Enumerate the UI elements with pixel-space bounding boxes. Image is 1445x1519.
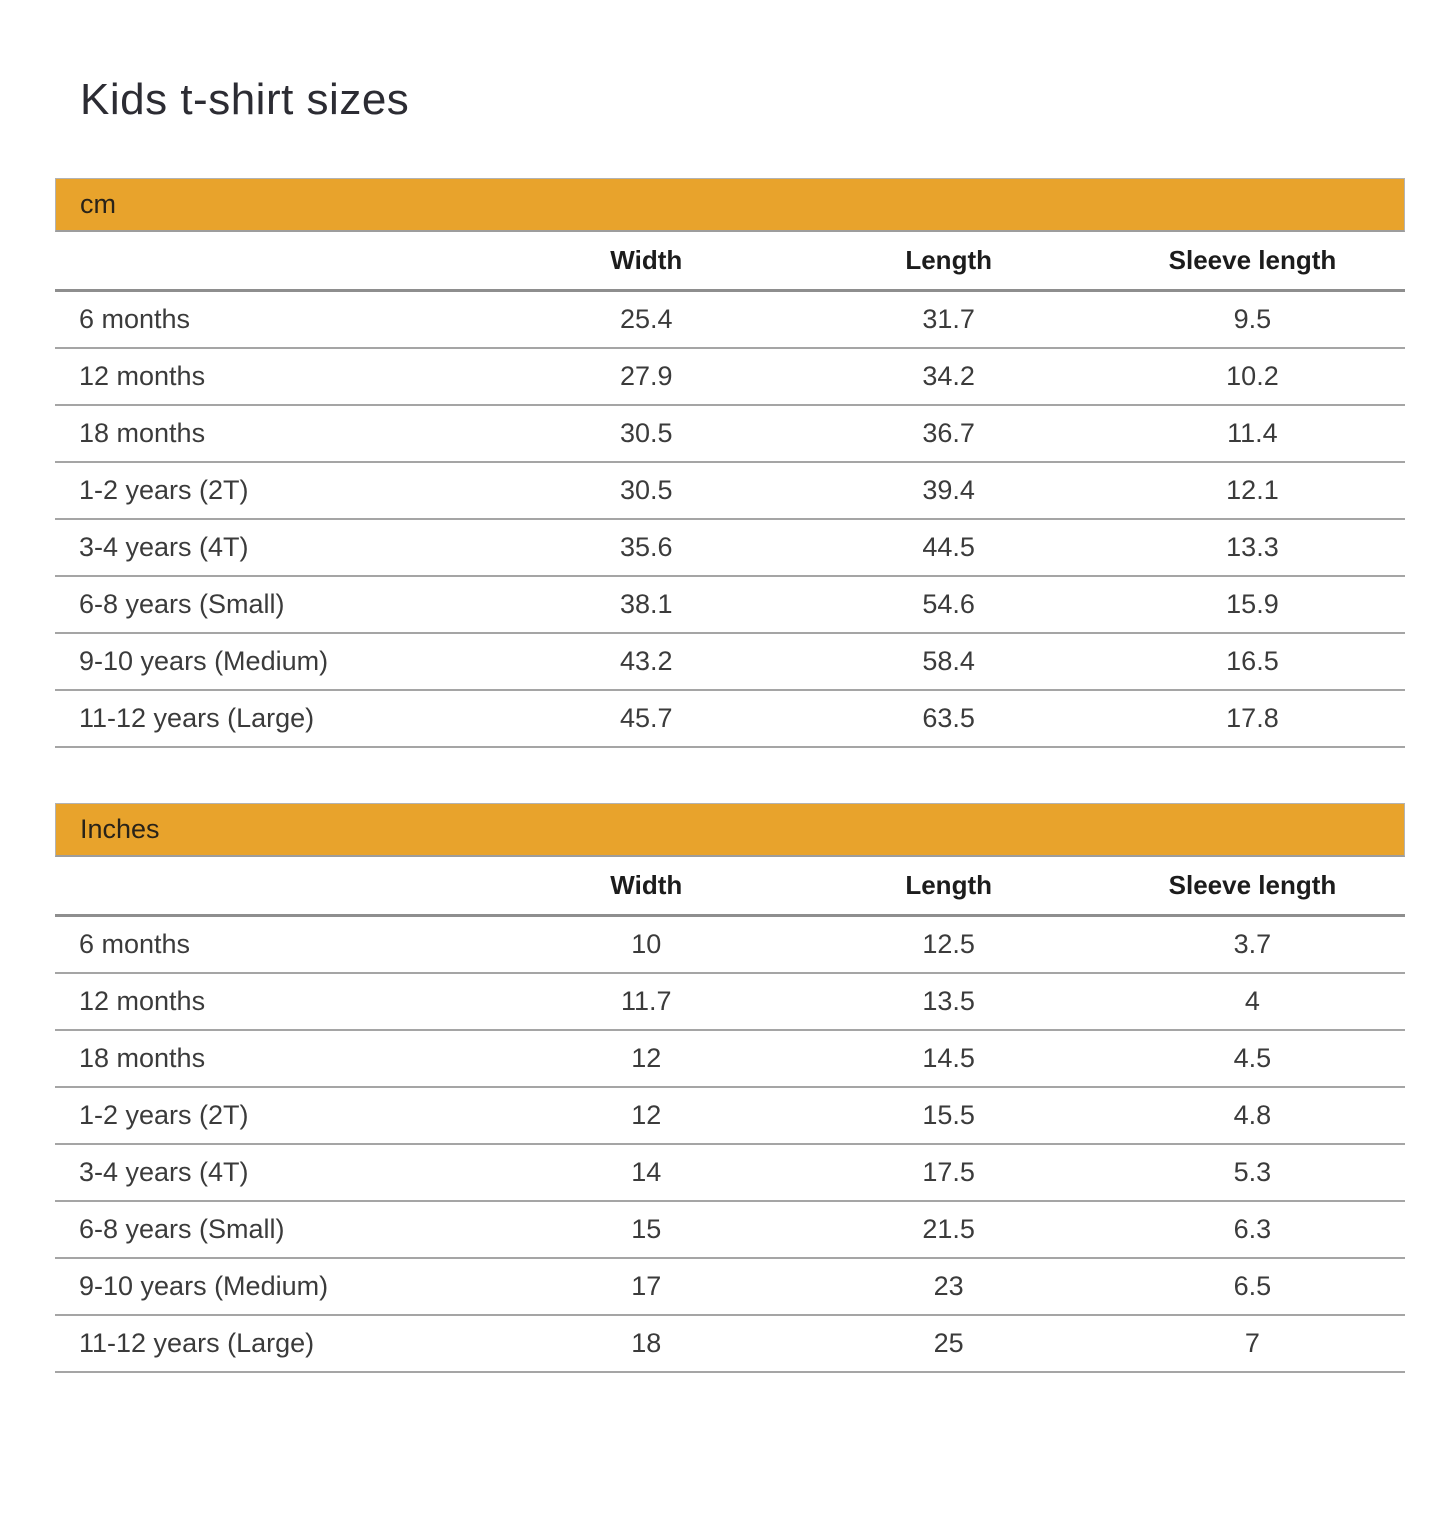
cm-table-body	[55, 291, 1405, 748]
size-label-cell: 11-12 years (Large)	[55, 690, 495, 747]
sleeve-value-cell: 3.7	[1100, 916, 1405, 974]
sleeve-value-cell: 6.3	[1100, 1201, 1405, 1258]
table-row	[55, 1258, 1405, 1315]
size-label-cell: 12 months	[55, 348, 495, 405]
unit-label: Inches	[80, 814, 160, 844]
size-label-cell: 6-8 years (Small)	[55, 1201, 495, 1258]
sleeve-value-cell: 4	[1100, 973, 1405, 1030]
table-header	[55, 232, 1405, 291]
width-value-cell: 43.2	[495, 633, 797, 690]
empty-header-cell	[55, 857, 495, 916]
width-value-cell: 30.5	[495, 405, 797, 462]
size-label-cell: 9-10 years (Medium)	[55, 633, 495, 690]
table-row	[55, 291, 1405, 349]
length-value-cell: 44.5	[797, 519, 1099, 576]
length-value-cell: 39.4	[797, 462, 1099, 519]
width-value-cell: 45.7	[495, 690, 797, 747]
size-label-cell: 3-4 years (4T)	[55, 519, 495, 576]
cm-size-table	[55, 232, 1405, 748]
length-value-cell: 34.2	[797, 348, 1099, 405]
sleeve-value-cell: 13.3	[1100, 519, 1405, 576]
size-label-cell: 6 months	[55, 916, 495, 974]
sleeve-value-cell: 6.5	[1100, 1258, 1405, 1315]
width-value-cell: 35.6	[495, 519, 797, 576]
size-label-cell: 18 months	[55, 405, 495, 462]
width-value-cell: 12	[495, 1087, 797, 1144]
table-row	[55, 633, 1405, 690]
table-row	[55, 576, 1405, 633]
length-value-cell: 21.5	[797, 1201, 1099, 1258]
width-value-cell: 15	[495, 1201, 797, 1258]
length-value-cell: 14.5	[797, 1030, 1099, 1087]
width-value-cell: 27.9	[495, 348, 797, 405]
length-value-cell: 23	[797, 1258, 1099, 1315]
width-column-header: Width	[495, 232, 797, 291]
width-value-cell: 30.5	[495, 462, 797, 519]
width-column-header: Width	[495, 857, 797, 916]
sleeve-value-cell: 17.8	[1100, 690, 1405, 747]
size-label-cell: 6 months	[55, 291, 495, 349]
table-row	[55, 348, 1405, 405]
length-column-header: Length	[797, 857, 1099, 916]
length-value-cell: 63.5	[797, 690, 1099, 747]
length-value-cell: 36.7	[797, 405, 1099, 462]
sleeve-value-cell: 11.4	[1100, 405, 1405, 462]
page-title: Kids t-shirt sizes	[80, 75, 410, 124]
width-value-cell: 10	[495, 916, 797, 974]
width-value-cell: 18	[495, 1315, 797, 1372]
table-header-row	[55, 232, 1405, 291]
inches-table-body	[55, 916, 1405, 1373]
sleeve-value-cell: 4.5	[1100, 1030, 1405, 1087]
sleeve-value-cell: 12.1	[1100, 462, 1405, 519]
table-row	[55, 462, 1405, 519]
size-label-cell: 12 months	[55, 973, 495, 1030]
size-label-cell: 9-10 years (Medium)	[55, 1258, 495, 1315]
width-value-cell: 11.7	[495, 973, 797, 1030]
length-value-cell: 25	[797, 1315, 1099, 1372]
size-label-cell: 1-2 years (2T)	[55, 1087, 495, 1144]
size-label-cell: 1-2 years (2T)	[55, 462, 495, 519]
sleeve-value-cell: 5.3	[1100, 1144, 1405, 1201]
table-row	[55, 1030, 1405, 1087]
length-column-header: Length	[797, 232, 1099, 291]
table-header	[55, 857, 1405, 916]
table-row	[55, 916, 1405, 974]
length-value-cell: 58.4	[797, 633, 1099, 690]
inches-unit-header-bar	[55, 803, 1405, 857]
cm-unit-header-bar	[55, 178, 1405, 232]
unit-label: cm	[80, 189, 116, 219]
width-value-cell: 38.1	[495, 576, 797, 633]
length-value-cell: 15.5	[797, 1087, 1099, 1144]
table-row	[55, 1144, 1405, 1201]
sleeve-value-cell: 10.2	[1100, 348, 1405, 405]
length-value-cell: 13.5	[797, 973, 1099, 1030]
cm-size-table-section	[55, 178, 1405, 748]
inches-size-table	[55, 857, 1405, 1373]
table-row	[55, 1315, 1405, 1372]
length-value-cell: 54.6	[797, 576, 1099, 633]
inches-size-table-section	[55, 803, 1405, 1373]
length-value-cell: 31.7	[797, 291, 1099, 349]
table-row	[55, 1087, 1405, 1144]
sleeve-length-column-header: Sleeve length	[1100, 857, 1405, 916]
table-row	[55, 405, 1405, 462]
sleeve-value-cell: 4.8	[1100, 1087, 1405, 1144]
sleeve-value-cell: 7	[1100, 1315, 1405, 1372]
length-value-cell: 17.5	[797, 1144, 1099, 1201]
table-header-row	[55, 857, 1405, 916]
width-value-cell: 12	[495, 1030, 797, 1087]
table-row	[55, 519, 1405, 576]
sleeve-value-cell: 9.5	[1100, 291, 1405, 349]
empty-header-cell	[55, 232, 495, 291]
sleeve-length-column-header: Sleeve length	[1100, 232, 1405, 291]
size-label-cell: 3-4 years (4T)	[55, 1144, 495, 1201]
size-label-cell: 18 months	[55, 1030, 495, 1087]
width-value-cell: 25.4	[495, 291, 797, 349]
sleeve-value-cell: 15.9	[1100, 576, 1405, 633]
length-value-cell: 12.5	[797, 916, 1099, 974]
table-row	[55, 973, 1405, 1030]
table-row	[55, 690, 1405, 747]
width-value-cell: 17	[495, 1258, 797, 1315]
size-label-cell: 6-8 years (Small)	[55, 576, 495, 633]
size-label-cell: 11-12 years (Large)	[55, 1315, 495, 1372]
table-row	[55, 1201, 1405, 1258]
width-value-cell: 14	[495, 1144, 797, 1201]
sleeve-value-cell: 16.5	[1100, 633, 1405, 690]
